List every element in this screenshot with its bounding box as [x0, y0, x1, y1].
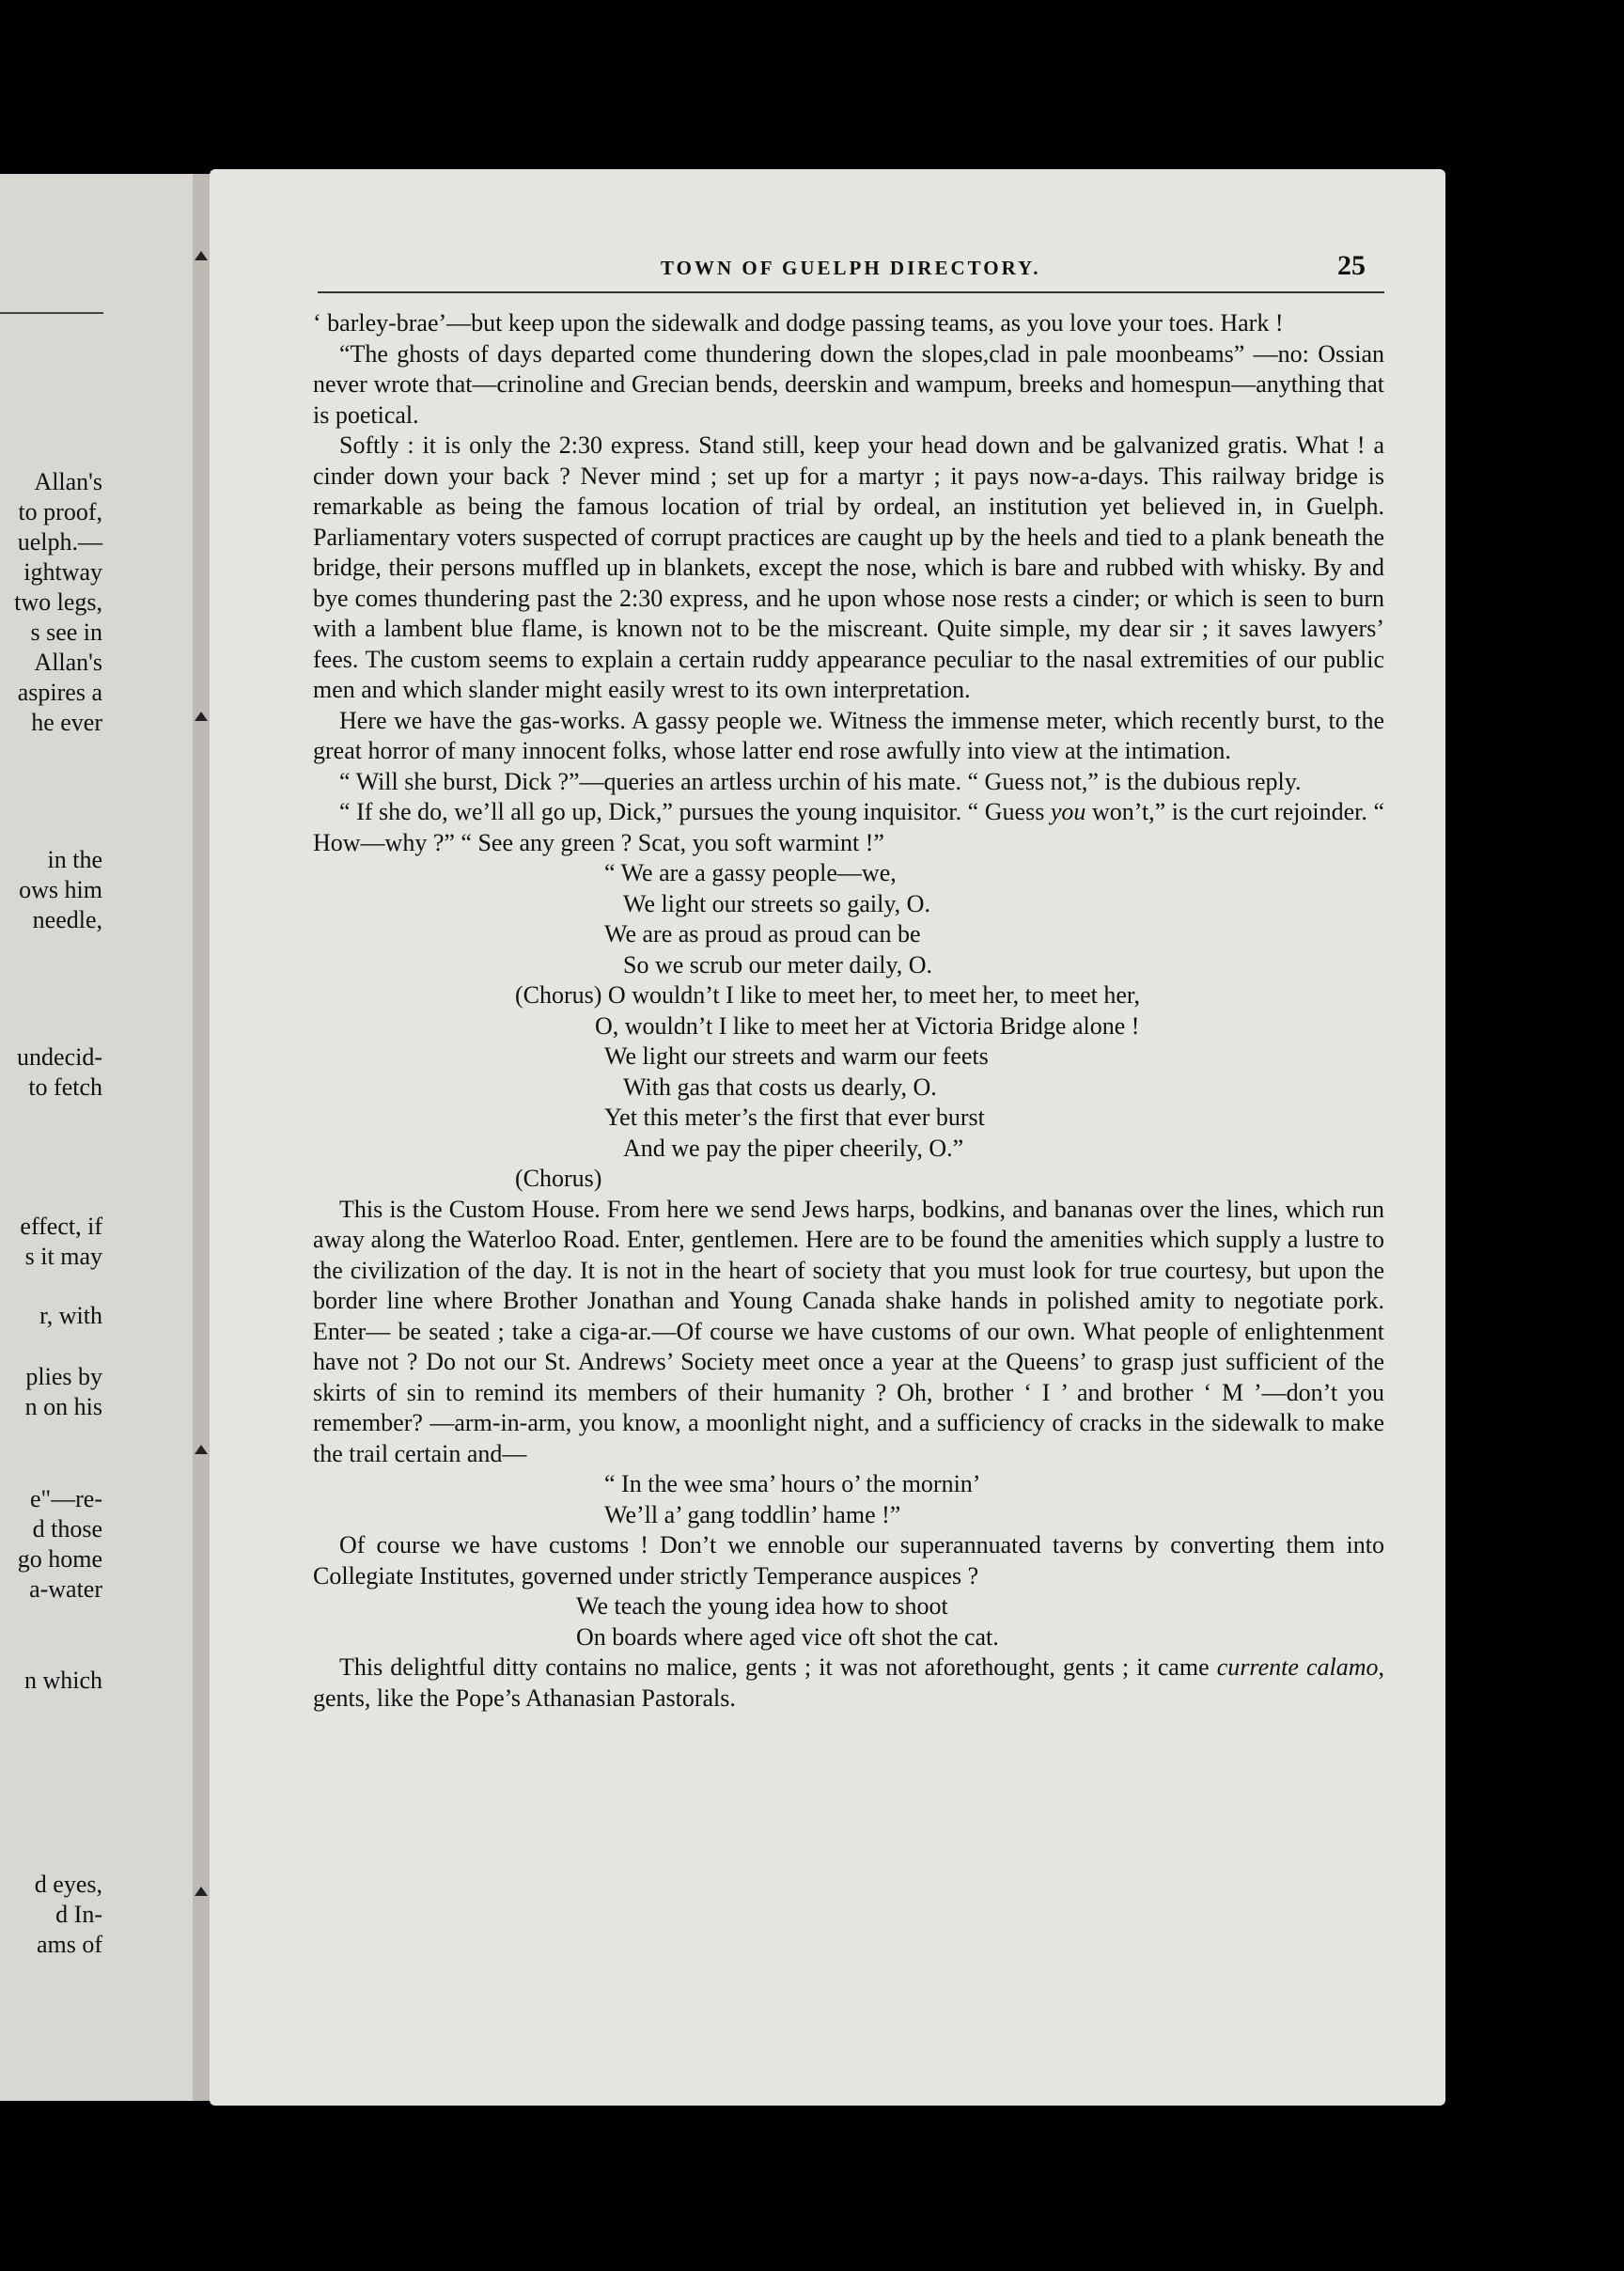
chorus-line: (Chorus) O wouldn’t I like to meet her, to meet her, to meet her,	[515, 981, 1140, 1009]
paragraph: Softly : it is only the 2:30 express. Stand still, keep your head down and be galvanized gratis. What ! a cinder down your back ? Never mind ; set up for a martyr ; it pays now-a-days. This railway bridge is remarkable as being the famous location of trial by ordeal, an institution yet believed in, in Guelph. Parliamentary voters suspected of corrupt practices are caught up by the heels and tied to a plank beneath the bridge, their persons muffled up in blankets, except the nose, which is bare and rubbed with whisky. By and bye comes thundering past the 2:30 express, and he upon whose nose rests a cinder; or which is seen to burn with a lambent blue flame, is known not to be the miscreant. Quite simple, my dear sir ; it saves lawyers’ fees. The custom seems to explain a certain ruddy appearance peculiar to the nasal extremities of our public men and which slander might easily wrest to its own interpretation.	[313, 431, 1384, 703]
left-text-fragment: he ever	[31, 709, 102, 736]
verse-line: And we pay the piper cheerily, O.”	[623, 1134, 964, 1162]
verse-line: “ In the wee sma’ hours o’ the mornin’	[604, 1470, 981, 1497]
left-text-fragment: ows him	[19, 876, 102, 903]
left-text-fragment: uelph.—	[17, 528, 102, 556]
verse-line: On boards where aged vice oft shot the cat.	[576, 1622, 999, 1651]
left-text-fragment: d In-	[55, 1901, 102, 1928]
left-text-fragment: s see in	[30, 619, 102, 646]
left-text-fragment: to proof,	[18, 498, 102, 525]
left-text-fragment: needle,	[32, 906, 102, 933]
paragraph	[313, 1652, 1384, 1714]
left-text-fragment: e"—re-	[29, 1485, 102, 1512]
left-text-fragment: undecid-	[17, 1043, 102, 1071]
italic-word: you	[1050, 798, 1086, 825]
paragraph-text: This delightful ditty contains no malice, gents ; it was not aforethought, gents ; it came	[339, 1653, 1217, 1681]
left-text-fragment: ightway	[23, 558, 102, 586]
book-gutter	[193, 174, 210, 2101]
verse-line: We light our streets so gaily, O.	[623, 889, 930, 917]
verse-line: We are as proud as proud can be	[604, 920, 921, 948]
song-verse	[313, 858, 1384, 1195]
left-text-fragment: aspires a	[17, 679, 102, 706]
paragraph: This is the Custom House. From here we send Jews harps, bodkins, and bananas over the lines, which run away along the Waterloo Road. Enter, gentlemen. Here are to be found the amenities which supply a lustre to the civilization of the day. It is not in the heart of society that you must look for true courtesy, but upon the border line where Brother Jonathan and Young Canada shake hands in polished amity to negotiate pork. Enter— be seated ; take a ciga-ar.—Of course we have customs of our own. What people of enlightenment have not ? Do not our St. Andrews’ Society meet once a year at the Queens’ to grasp just sufficient of the skirts of sin to remind its members of their humanity ? Oh, brother ‘ I ’ and brother ‘ M ’—don’t you remember? —arm-in-arm, you know, a moonlight night, and a sufficiency of cracks in the sidewalk to make the trail certain and—	[313, 1195, 1384, 1467]
verse-line: We teach the young idea how to shoot	[576, 1592, 948, 1620]
left-text-fragment: ams of	[36, 1931, 102, 1958]
verse-line: So we scrub our meter daily, O.	[623, 950, 933, 979]
paragraph: “ Will she burst, Dick ?”—queries an artless urchin of his mate. “ Guess not,” is the dubious reply.	[339, 767, 1302, 795]
paragraph-text: “ If she do, we’ll all go up, Dick,” pursues the young inquisitor. “ Guess	[339, 798, 1051, 825]
header-rule	[318, 291, 1384, 293]
quoted-verse	[313, 1591, 1384, 1652]
binding-mark	[195, 1445, 208, 1454]
left-text-fragment: effect, if	[20, 1213, 102, 1240]
left-text-fragment: a-water	[29, 1575, 102, 1603]
left-page-rule	[0, 312, 103, 314]
chorus-line: O, wouldn’t I like to meet her at Victoria Bridge alone !	[595, 1011, 1140, 1040]
paragraph-text: won’t,” is the curt rejoinder. “ How—why ?” “ See any green ? Scat, you soft warmint !”	[313, 798, 1384, 856]
paragraph: Here we have the gas-works. A gassy people we. Witness the immense meter, which recently burst, to the great horror of many innocent folks, whose latter end rose awfully into view at the intimation.	[313, 706, 1384, 764]
paragraph: “The ghosts of days departed come thundering down the slopes,clad in pale moonbeams” —no: Ossian never wrote that—crinoline and Grecian bends, deerskin and wampum, breeks and homespun—anything that is poetical.	[313, 339, 1384, 429]
left-text-fragment: in the	[47, 846, 102, 873]
binding-mark	[195, 712, 208, 721]
binding-mark	[195, 251, 208, 260]
running-head: TOWN OF GUELPH DIRECTORY.	[661, 257, 1041, 279]
right-page	[210, 169, 1445, 2106]
italic-phrase: currente calamo	[1216, 1653, 1379, 1681]
left-page-fragment	[0, 174, 193, 2101]
page-number: 25	[1337, 250, 1366, 281]
chorus-line: (Chorus)	[515, 1165, 602, 1192]
left-text-fragment: two legs,	[14, 588, 102, 616]
left-text-fragment: plies by	[25, 1363, 102, 1390]
left-text-fragment: to fetch	[28, 1073, 102, 1101]
left-text-fragment: r, with	[39, 1302, 102, 1329]
left-text-fragment: Allan's	[34, 649, 102, 676]
left-text-fragment: s it may	[24, 1243, 102, 1270]
article-body	[313, 308, 1384, 1714]
paragraph: Of course we have customs ! Don’t we ennoble our superannuated taverns by converting them into Collegiate Institutes, governed under strictly Temperance auspices ?	[313, 1531, 1384, 1590]
binding-mark	[195, 1887, 208, 1896]
left-text-fragment: go home	[17, 1545, 102, 1573]
verse-line: “ We are a gassy people—we,	[604, 859, 897, 886]
paragraph-text: , gents, like the Pope’s Athanasian Pastorals.	[313, 1653, 1385, 1712]
paragraph	[313, 797, 1384, 858]
left-text-fragment: n on his	[24, 1393, 102, 1420]
verse-line: Yet this meter’s the first that ever burst	[604, 1104, 985, 1131]
left-text-fragment: Allan's	[34, 468, 102, 495]
left-text-fragment: d those	[32, 1515, 102, 1543]
left-text-fragment: n which	[23, 1667, 102, 1694]
left-text-fragment: d eyes,	[34, 1871, 102, 1898]
verse-line: We light our streets and warm our feets	[604, 1042, 989, 1070]
paragraph: ‘ barley-brae’—but keep upon the sidewalk and dodge passing teams, as you love your toes. Hark !	[313, 309, 1284, 337]
quoted-verse	[313, 1469, 1384, 1530]
verse-line: We’ll a’ gang toddlin’ hame !”	[604, 1500, 901, 1528]
verse-line: With gas that costs us dearly, O.	[623, 1073, 937, 1101]
